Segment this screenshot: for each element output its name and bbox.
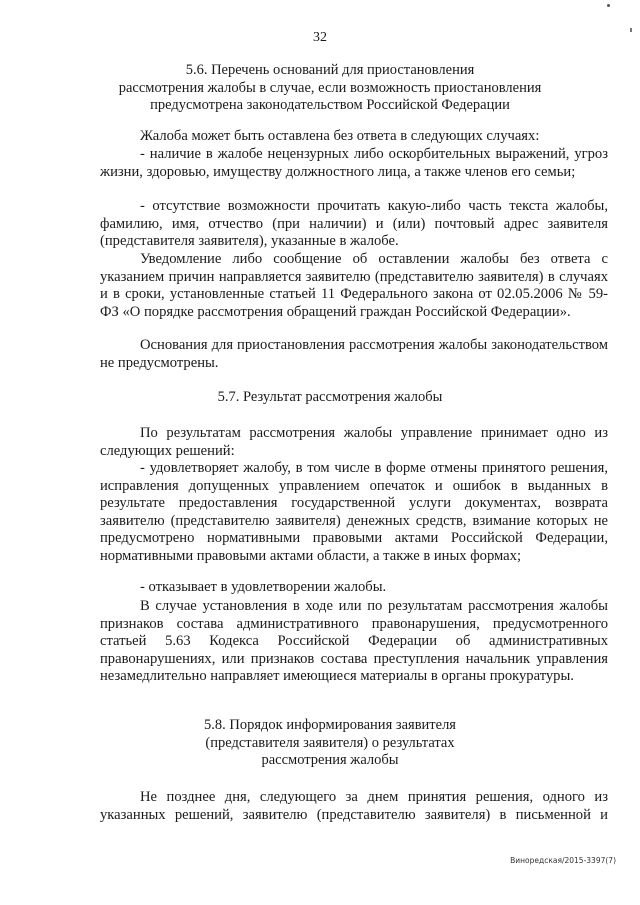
paragraph: По результатам рассмотрения жалобы управление принимает одно из следующих решений: <box>100 425 608 459</box>
document-code: Виноредская/2015-3397(7) <box>510 856 616 865</box>
heading-line: (представителя заявителя) о результатах <box>205 734 455 751</box>
paragraph: - удовлетворяет жалобу, в том числе в форме отмены принятого решения, исправления допущенных управлением опечаток и ошибок в выданных в результате предоставления государственной услуги документах, возврата заявителю (представителю заявителя) денежных средств, взимание которых не предусмотрено нормативными правовыми актами Российской Федерации, нормативными правовыми актами области, а также в иных формах; <box>100 460 608 564</box>
heading-line: рассмотрения жалобы <box>261 752 399 769</box>
paragraph: Основания для приостановления рассмотрения жалобы законодательством не предусмотрены. <box>100 337 608 371</box>
section-heading-5-8 <box>60 717 600 770</box>
scan-speck <box>607 4 610 7</box>
paragraph: Уведомление либо сообщение об оставлении жалобы без ответа с указанием причин направляется заявителю (представителю заявителя) в случаях и в сроки, установленные статьей 11 Федерального закона от 02.05.2006 № 59-ФЗ «О порядке рассмотрения обращений граждан Российской Федерации». <box>100 251 608 320</box>
paragraph: Жалоба может быть оставлена без ответа в следующих случаях: <box>140 128 540 144</box>
page-number: 32 <box>313 30 327 45</box>
paragraph: В случае установления в ходе или по результатам рассмотрения жалобы признаков состава административного правонарушения, предусмотренного статьей 5.63 Кодекса Российской Федерации об административных правонарушениях, или признаков состава преступления начальник управления незамедлительно направляет имеющиеся материалы в органы прокуратуры. <box>100 598 608 684</box>
paragraph: - отсутствие возможности прочитать какую-либо часть текста жалобы, фамилию, имя, отчество (при наличии) и (или) почтовый адрес заявителя (представителя заявителя), указанные в жалобе. <box>100 198 608 249</box>
paragraph: - наличие в жалобе нецензурных либо оскорбительных выражений, угроз жизни, здоровью, имуществу должностного лица, а также членов его семьи; <box>100 146 608 180</box>
heading-line: предусмотрена законодательством Российской Федерации <box>150 97 510 114</box>
paragraph: - отказывает в удовлетворении жалобы. <box>140 579 387 595</box>
paragraph: Не позднее дня, следующего за днем принятия решения, одного из указанных решений, заявителю (представителю заявителя) в письменной и <box>100 789 608 823</box>
heading-line: 5.7. Результат рассмотрения жалобы <box>217 389 443 405</box>
section-heading-5-6 <box>60 62 600 115</box>
section-heading-5-7 <box>60 389 600 407</box>
heading-line: рассмотрения жалобы в случае, если возможность приостановления <box>118 79 542 96</box>
heading-line: 5.6. Перечень оснований для приостановления <box>185 62 475 78</box>
heading-line: 5.8. Порядок информирования заявителя <box>204 717 456 733</box>
